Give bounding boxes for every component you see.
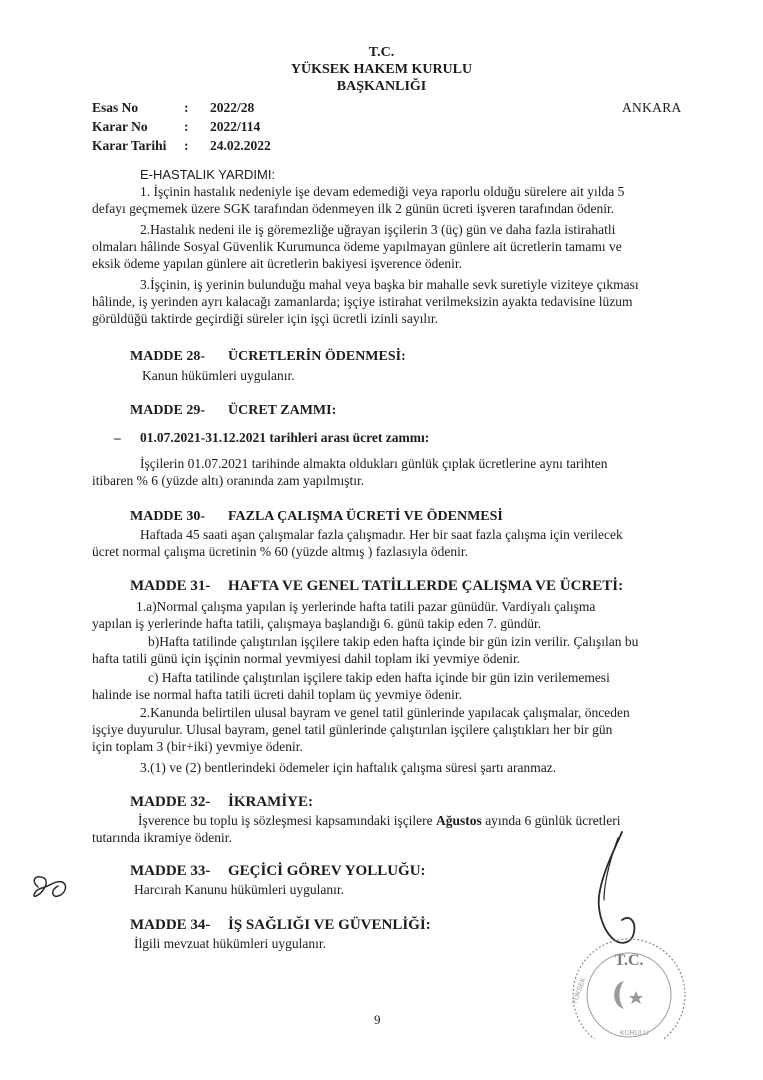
text-line: tutarında ikramiye ödenir. <box>92 830 232 845</box>
colon: : <box>184 138 189 153</box>
tarih-row <box>92 136 271 155</box>
article-30-heading <box>130 509 503 525</box>
text-line: İşçilerin 01.07.2021 tarihinde almakta oldukları günlük çıplak ücretlerine aynı tarihten <box>140 456 608 471</box>
article-title: ÜCRET ZAMMI: <box>228 403 337 418</box>
article-title: FAZLA ÇALIŞMA ÜCRETİ VE ÖDENMESİ <box>228 509 503 524</box>
article-33-heading <box>130 863 426 880</box>
article-28-text: Kanun hükümleri uygulanır. <box>142 368 295 383</box>
text-line: halinde ise normal hafta tatili ücreti dahil toplam üç yevmiye ödenir. <box>92 687 463 702</box>
month-bold: Ağustos <box>436 813 482 828</box>
article-31-c <box>92 669 717 703</box>
article-31-2 <box>92 704 717 755</box>
article-title: ÜCRETLERİN ÖDENMESİ: <box>228 349 406 364</box>
text-line: eksik ödeme yapılan günlere ait ücretlerin bakiyesi işverence ödenir. <box>92 256 462 271</box>
text-line: 2.Kanunda belirtilen ulusal bayram ve genel tatil günlerinde yapılacak çalışmalar, önceden <box>140 705 630 720</box>
article-34-text: İlgili mevzuat hükümleri uygulanır. <box>134 936 326 951</box>
article-31-a <box>92 598 717 632</box>
text-line: Haftada 45 saati aşan çalışmalar fazla çalışmadır. Her bir saat fazla çalışma için verilecek <box>140 527 623 542</box>
text-line: b)Hafta tatilinde çalıştırılan işçilere takip eden hafta içinde bir gün izin verilir. Çalışılan bu <box>148 634 639 649</box>
article-number: MADDE 28- <box>130 349 206 364</box>
article-29-text <box>92 455 717 489</box>
colon: : <box>184 119 189 134</box>
text-line: defayı geçmemek üzere SGK tarafından ödenmeyen ilk 2 günün ücreti işveren tarafından ödenir. <box>92 201 615 216</box>
paragraph-e3 <box>92 276 700 327</box>
article-31-heading <box>130 578 623 595</box>
article-31-3: 3.(1) ve (2) bentlerindeki ödemeler için haftalık çalışma süresi şartı aranmaz. <box>140 760 557 775</box>
esas-row <box>92 98 271 117</box>
article-number: MADDE 34- <box>130 917 211 933</box>
header-tc: T.C. <box>368 45 395 60</box>
article-number: MADDE 32- <box>130 794 211 810</box>
karar-label: Karar No <box>92 119 148 134</box>
svg-text:KURULU: KURULU <box>620 1030 649 1037</box>
article-title: GEÇİCİ GÖREV YOLLUĞU: <box>228 863 426 879</box>
text-line: ücret normal çalışma ücretinin % 60 (yüzde altmış ) fazlasıyla ödenir. <box>92 544 468 559</box>
article-31-b <box>92 633 717 667</box>
svg-text:YÜKSEK: YÜKSEK <box>571 976 588 1006</box>
article-number: MADDE 33- <box>130 863 211 879</box>
article-29-subheading <box>114 430 429 446</box>
article-33-text: Harcırah Kanunu hükümleri uygulanır. <box>134 882 344 897</box>
tarih-value: 24.02.2022 <box>210 138 271 153</box>
initials-scribble <box>28 872 72 902</box>
article-number: MADDE 29- <box>130 403 206 418</box>
subheading-text: 01.07.2021-31.12.2021 tarihleri arası ücret zammı: <box>140 430 430 445</box>
official-seal <box>568 935 690 1039</box>
article-28-heading <box>130 349 406 365</box>
text-line: için toplam 3 (bir+iki) yevmiye ödenir. <box>92 739 303 754</box>
text-line: 2.Hastalık nedeni ile iş göremezliğe uğrayan işçilerin 3 (üç) gün ve daha fazla istirahatli <box>140 222 616 237</box>
esas-value: 2022/28 <box>210 100 255 115</box>
article-title: İŞ SAĞLIĞI VE GÜVENLİĞİ: <box>228 917 431 933</box>
text-part: ayında 6 günlük ücretleri <box>481 813 621 828</box>
karar-value: 2022/114 <box>210 119 261 134</box>
karar-row <box>92 117 271 136</box>
article-title: HAFTA VE GENEL TATİLLERDE ÇALIŞMA VE ÜCRETİ: <box>228 578 624 594</box>
article-30-text <box>92 526 717 560</box>
text-line: hafta tatili günü için işçinin normal yevmiyesi dahil toplam iki yevmiye ödenir. <box>92 651 521 666</box>
article-32-heading <box>130 794 313 811</box>
header-presidency: BAŞKANLIĞI <box>336 79 427 94</box>
tarih-label: Karar Tarihi <box>92 138 167 153</box>
header-institution: YÜKSEK HAKEM KURULU <box>290 62 473 77</box>
article-number: MADDE 30- <box>130 509 206 524</box>
text-line: işçiye duyurulur. Ulusal bayram, genel tatil günlerinde çalıştırılan işçilere çalıştıkları her bir gün <box>92 722 613 737</box>
article-34-heading <box>130 917 431 934</box>
page-number: 9 <box>374 1012 381 1027</box>
paragraph-e1 <box>92 183 700 217</box>
esas-label: Esas No <box>92 100 139 115</box>
city: ANKARA <box>622 100 682 115</box>
text-line: olmaları hâlinde Sosyal Güvenlik Kurumunca ödeme yapılmayan günlere ait ücretlerin tamamı ve <box>92 239 622 254</box>
dash: – <box>114 430 121 445</box>
text-line: c) Hafta tatilinde çalıştırılan işçilere takip eden hafta içinde bir gün izin verilememesi <box>148 670 610 685</box>
article-29-heading <box>130 403 336 419</box>
text-line: hâlinde, iş yerinden ayrı kalacağı zamanlarda; işçiye istirahat verilmeksizin ayakta tedavisine lüzum <box>92 294 633 309</box>
text-line <box>92 812 717 829</box>
text-line: 1.a)Normal çalışma yapılan iş yerlerinde hafta tatili pazar günüdür. Vardiyalı çalışma <box>136 599 596 614</box>
text-line: görüldüğü taktirde geçirdiği süreler için işçi ücretli izinli sayılır. <box>92 311 439 326</box>
text-line: itibaren % 6 (yüzde altı) oranında zam yapılmıştır. <box>92 473 365 488</box>
text-part: İşverence bu toplu iş sözleşmesi kapsamındaki işçilere <box>138 813 437 828</box>
seal-tc-text: T.C. <box>614 952 644 969</box>
text-line: 1. İşçinin hastalık nedeniyle işe devam edemediği veya raporlu olduğu sürelere ait yılda 5 <box>140 184 625 199</box>
text-line: yapılan iş yerlerinde hafta tatili, çalışmaya başlandığı 6. günü takip eden 7. gündür. <box>92 616 542 631</box>
article-title: İKRAMİYE: <box>228 794 313 810</box>
colon: : <box>184 100 189 115</box>
case-meta <box>92 98 271 155</box>
paragraph-e2 <box>92 221 700 272</box>
section-title-e-hastalik: E-HASTALIK YARDIMI: <box>140 167 276 182</box>
article-number: MADDE 31- <box>130 578 211 594</box>
text-line: 3.İşçinin, iş yerinin bulunduğu mahal veya başka bir mahalle sevk suretiyle viziteye çıkması <box>140 277 639 292</box>
